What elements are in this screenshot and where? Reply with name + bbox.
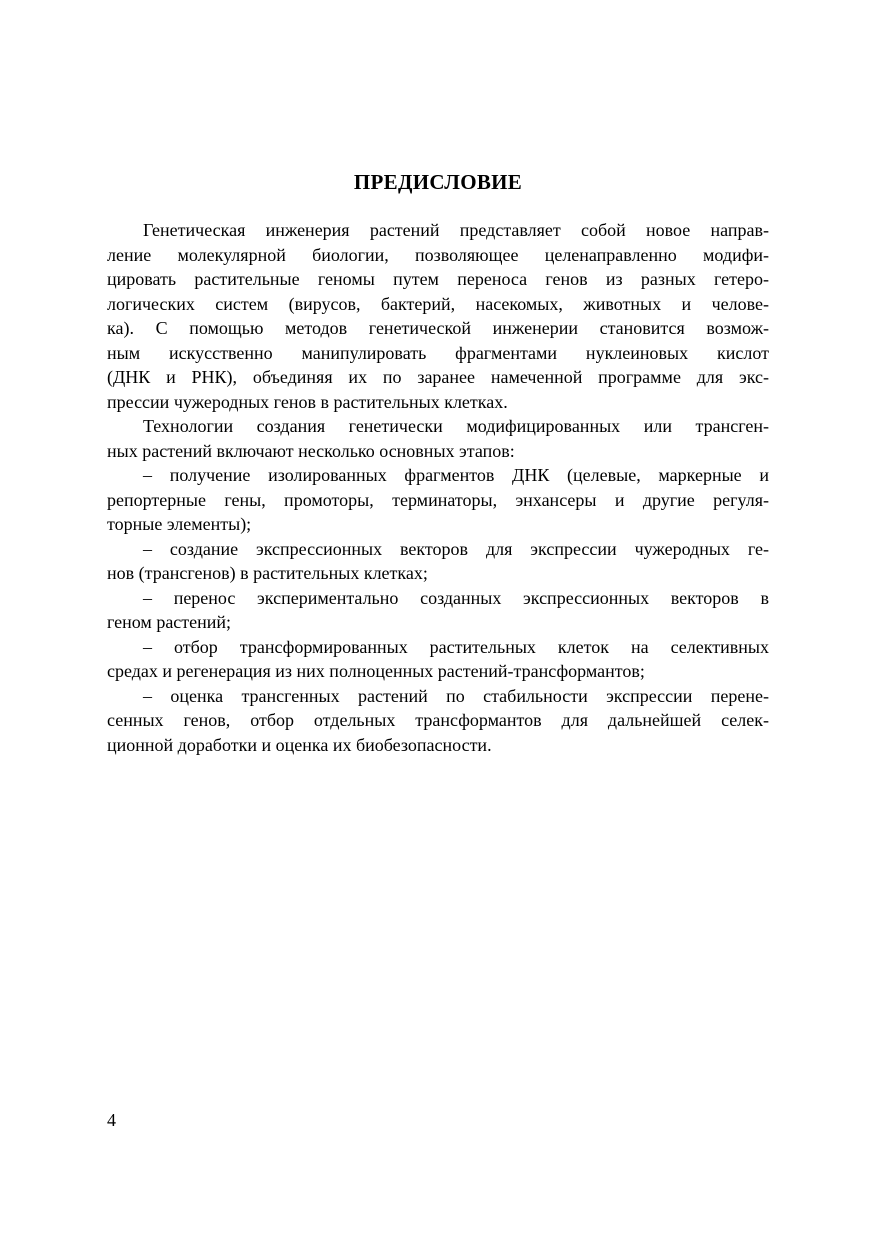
text-line: – отбор трансформированных растительных клеток на селективных [143,636,769,657]
text-line: логических систем (вирусов, бактерий, насекомых, животных и челове- [107,293,769,314]
text-line: (ДНК и РНК), объединяя их по заранее намеченной программе для экс- [107,367,769,387]
list-item-cell-selection [107,635,769,684]
text-line: нов (трансгенов) в растительных клетках; [107,563,428,583]
text-line: – оценка трансгенных растений по стабильности экспрессии перене- [143,685,769,706]
text-line: сенных генов, отбор отдельных трансформантов для дальнейшей селек- [107,710,769,730]
text-line: – перенос экспериментально созданных экспрессионных векторов в [143,587,769,608]
text-line: цировать растительные геномы путем переноса генов из разных гетеро- [107,269,769,289]
text-line: ление молекулярной биологии, позволяющее целенаправленно модифи- [107,244,769,265]
text-line: – получение изолированных фрагментов ДНК (целевые, маркерные и [143,465,769,485]
text-line: прессии чужеродных генов в растительных клетках. [107,391,508,412]
text-line: геном растений; [107,612,232,632]
text-line: торные элементы); [107,514,252,534]
list-item-expression-vectors [107,537,769,586]
list-item-vector-transfer [107,586,769,635]
text-line: средах и регенерация из них полноценных растений-трансформантов; [107,661,645,681]
text-line: – создание экспрессионных векторов для экспрессии чужеродных ге- [143,538,769,559]
list-item-dna-fragments [107,463,769,537]
text-line: ным искусственно манипулировать фрагментами нуклеиновых кислот [107,342,769,363]
document-body [107,218,769,757]
text-line: ных растений включают несколько основных этапов: [107,440,515,461]
page-number: 4 [107,1110,116,1130]
paragraph-technologies [107,414,769,463]
list-item-evaluation [107,684,769,758]
page-title: ПРЕДИСЛОВИЕ [353,170,523,194]
text-line: репортерные гены, промоторы, терминаторы, энхансеры и другие регуля- [107,489,769,510]
text-line: Генетическая инженерия растений представляет собой новое направ- [143,220,769,240]
text-line: Технологии создания генетически модифицированных или трансген- [143,416,769,436]
text-line: ционной доработки и оценка их биобезопасности. [107,734,492,755]
text-line: ка). С помощью методов генетической инженерии становится возмож- [107,318,769,338]
paragraph-intro [107,218,769,414]
